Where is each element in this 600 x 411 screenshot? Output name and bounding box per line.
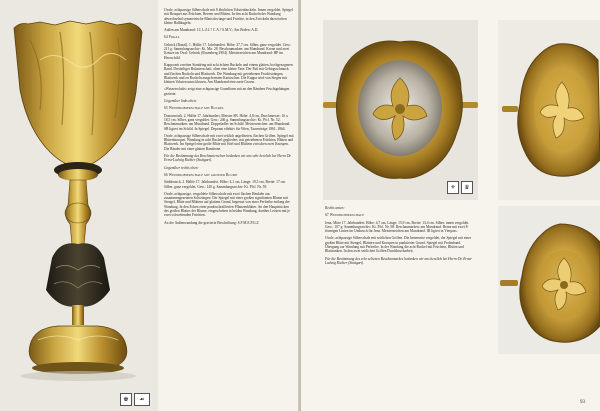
sub-label-right-top: Gegenüber rechts oben:	[164, 165, 199, 170]
entry-67-data: Jena, Mitte 17. Jahrhundert. Höhe: 4,7 cm, Länge: 15,9 cm, Breite: 13,4 cm. Silber, innen vergoldet. Gew.: 107 g. Sammlungsarchiv: Kt. Pfcl. Nr. 98. Beschaumarken: am Mundrand. Berne mit zwei 8-förmigen Linien im Umbruch für Jena. Meisterzeichen am Mundrand. IR ligiert in Vierpass.	[325, 220, 470, 234]
page-number: 93	[580, 400, 585, 405]
sub-label-right-bottom: Rechts unten:	[325, 206, 345, 210]
entry-66-description: Ovale, achtpassige, vergoldete Silberschale mit zwei flachen Henkeln aus zusammengesetzten Schwüngen. Der Spiegel mit einer großen signifianten Blume mit Stengel, Blüte und Blättern auf glattem Grund, begrenzt von einer Perlreihe entlang der Wandung. In den Ecken einer punktschraffierten Pflanzenblätter. An den Hauptstücken des großen Blattes der Blume, eingeschoben in beiden Wandung, darüber Leisten mit je zwei schwebenden Früchten.	[164, 191, 290, 218]
entry-65-description: Ovale, achtpassige Silberschale mit zwei seitlich angelöteten, flachen Griffen. Spiegel mit Blütenbouquet. Wandung in acht Buckel gegliedert, mit getriebenen Früchten, Blüten und Blattwerk. Im Spiegel eine große Blüte mit Stiel und Blättern zwischen zwei Knospen. Die Ränder mit einer glatten Randzone.	[164, 133, 294, 151]
left-text-column	[164, 8, 294, 228]
intro-paragraph: Ovale, achtpassige Silberschale mit 8 ähnlichen Volutenbuckeln. Innen vergoldet. Spiegel mit Bouquet aus Früchten, Beeren und Blüten. In den acht Buckeln der Wandung abwechselnd symmetrische Blattschwünge und Früchte, in den Zwickeln dazwischen kleine Halbkugeln.	[164, 8, 293, 25]
bowl-photo-bottom-right	[498, 206, 600, 354]
right-text-column	[325, 206, 475, 268]
bowl-photo-top-right	[498, 20, 600, 200]
entry-64-description: Kuppa mit zweiten Standring mit acht ächten Buckeln und einem glatten, hochgezogenen Rand. Dreiteiliger Balusterschaft, oben eine kleine Vase. Der Fuß mit Gebirgsschmuck und flachen Buckeln und Blattwerk. Die Wandung mit getriebenen Fruchtsträngen, Blattwerk und zu Buckeln ausgeformten Kartuschen. Die Kuppa wird von Stegen mit kleinen Voluten umschlossen. Am Mundrand eine zarte Gravur.	[164, 62, 293, 85]
bowl-illustration	[323, 20, 478, 200]
maker-mark-icon: ♚	[120, 393, 132, 406]
bowl-illustration-2	[498, 20, 600, 200]
city-mark-icon: ☙	[134, 393, 150, 406]
entry-64-data: Gelnick (Bunzl), 1. Hälfte 17. Jahrhundert. Höhe: 27,7 cm. Silber, ganz vergoldet. Gew.: 211 g. Sammlungsarchiv: Kt. Mir. 28. Beschaumarken: am Mundrand. Krone und zwei Kreuze im Oval: Gelnick (Rosenberg 2904). Meisterzeichen am Mundrand: HP im Herzschild.	[164, 42, 292, 60]
bowl-photo-top-left	[323, 20, 478, 200]
goblet-illustration	[0, 0, 158, 411]
city-mark-icon-2: ⚜	[447, 181, 459, 194]
right-page	[301, 0, 600, 411]
entry-66-data: Süddeutsch, 2. Hälfte 17. Jahrhundert. Höhe: 4,1 cm, Länge: 19,5 cm, Breite: 17 cm. Silber, ganz vergoldet. Gew.: 140 g. Sammlungsarchiv: Kt. Pfcl. Nr. 59.	[164, 180, 286, 189]
sub-label-left-top: Gegenüber links oben:	[164, 99, 197, 104]
entry-64-literature: »Wasserschale« zeigt eine achtpassige Grundform mit an den Rändern Fruchtgehängen gezierte.	[164, 87, 290, 96]
intro-marks: Außen am Mundrand: I.C.L.Z.L? C.A.? S.M.V.; Am Boden: A.D.	[164, 28, 259, 33]
entry-66-mark: An der Außenwandung die gravierte Beschriftung: S.P M.E.P.G.Z	[164, 220, 259, 225]
entry-66-heading: 66 Weinprobierschale mit großer Blume	[164, 172, 238, 177]
entry-64-heading: 64 Pokal	[164, 35, 180, 40]
entry-67-heading: 67 Weinprobierschale	[325, 213, 365, 218]
bowl-illustration-3	[498, 206, 600, 354]
entry-65-note: Für die Bestimmung des Brachmaierschen bedanken wir uns sehr herzlich bei Herrn Dr. Ernst-Ludwig Richter (Stuttgart).	[164, 154, 292, 163]
entry-67-note: Für die Bestimmung des sehr seltenen Beschaumarkes bedanken wir uns herzlich bei Herrn Dr. Ernst-Ludwig Richter (Stuttgart).	[325, 256, 473, 265]
maker-mark-icon-2: ♛	[461, 181, 473, 194]
entry-65-data: Donauwörth, 2. Hälfte 17. Jahrhundert, Meister SB. Höhe: 4,8 cm, Durchmesser: 16 x 18,5 cm. Silber, ganz vergoldet. Gew.: 246 g. Sammlungsarchiv: Kt. Pfcl. Nr. 52. Beschaumarken: am Mundrand. Doppeladler im Schild. Meisterzeichen: am Mundrand. SB ligiert im Schild. In Spiegel. Deponat effektiv für Wien, Tauverträge 1861–1864.	[164, 113, 291, 131]
entry-65-heading: 65 Weinprobierschale mit Buckel	[164, 106, 224, 111]
goblet-photo	[0, 0, 158, 411]
entry-67-description: Ovale, achtpassige Silberschale mit seitlichen Griffen. Die Innenseite vergoldet, der Spiegel mit einer großen Blüte mit Stengel, Blättern und Knospen in punktierter Grund. Spiegel mit Perlenband. Übergang zur Wandung mit Perlreihe. In der Wandung die acht Buckel mit Früchten, Blüten und Blattranken. In den zwei seitlichen Griffen Durchbrucharbeit.	[325, 236, 472, 254]
